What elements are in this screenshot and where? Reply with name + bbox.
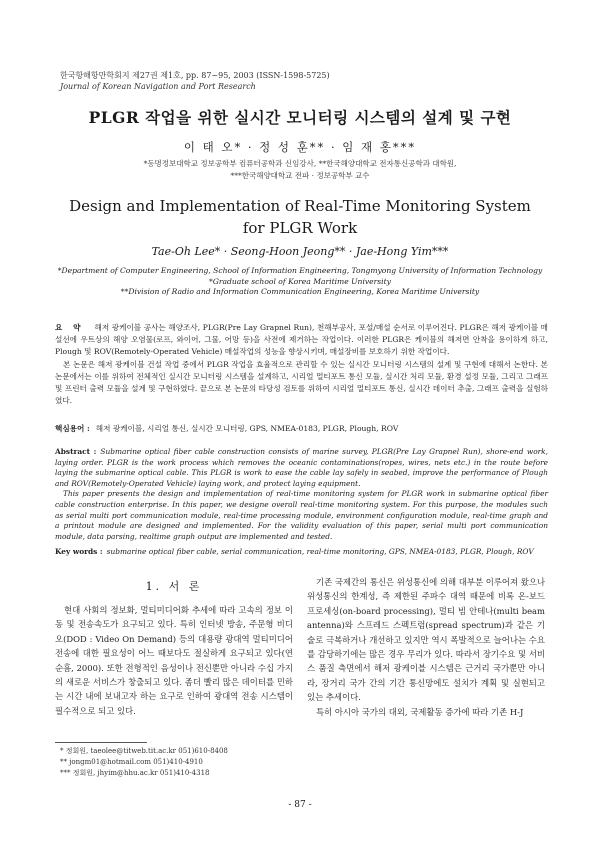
journal-reference: [60, 70, 330, 92]
section-heading: 1. 서 론: [145, 580, 203, 593]
english-title-line-1: Design and Implementation of Real-Time Monitoring System: [69, 197, 531, 215]
journal-ref-korean: 한국항해항만학회지 제27권 제1호, pp. 87~95, 2003 (ISSN-1598-5725): [60, 71, 330, 80]
english-title-line-2: for PLGR Work: [242, 219, 358, 237]
english-keywords-text: submarine optical fiber cable, serial communication, real-time monitoring, GPS, NMEA-0183, PLGR, Plough, ROV: [106, 547, 534, 556]
footnote-2: ** jongm01@hotmail.com 051)410-4910: [60, 758, 203, 766]
korean-abstract-para-1: 해저 광케이블 공사는 해양조사, PLGR(Pre Lay Grapnel Run), 천해부공사, 포설/매설 순서로 이루어진다. PLGR은 해저 광케이블 매설선에 우트상의 해양 오염물(로프, 와이어, 그물, 어망 등)을 사전에 제거하는 작업이다. 이러한 PLGR은 케이블의 해저면 안착을 용이하게 하고, Plough 및 ROV(Remotely-Operated Vehicle) 매설작업의 성능을 향상시키며, 매설장비를 보호하기 위한 작업이다.: [55, 323, 548, 357]
intro-right-paragraph-1: 기존 국제간의 통신은 위성통신에 의해 대부분 이루어져 왔으나 위성통신의 한계성, 즉 제한된 주파수 대역 때문에 비록 온-보드 프로세싱(on-board processing), 멀티 빔 안테나(multi beam antenna)와 스프레드 스펙트럼(spread spectrum)과 같은 기술로 극복하거나 개선하고 있지만 역시 폭발적으로 늘어나는 수요를 감당하기에는 많은 경우 무리가 있다. 따라서 장기수요 및 서비스 품질 측면에서 해저 광케이블 시스템은 근거리 국가뿐만 아니라, 장거리 국가 간의 기간 통신망에도 설치가 계획 및 실현되고 있는 추세이다.: [307, 577, 545, 703]
korean-abstract-label: 요 약: [55, 323, 85, 332]
footnote-divider: [55, 742, 147, 743]
english-abstract: [55, 447, 548, 542]
intro-right-paragraph-2: 특히 아시아 국가의 대외, 국제활동 증가에 따라 기존 H-J: [316, 706, 524, 717]
english-affiliations: [0, 266, 600, 298]
english-keywords-label: Key words :: [55, 547, 103, 556]
english-affiliation-1: *Department of Computer Engineering, School of Information Engineering, Tongmyong University of Information Technology: [57, 266, 543, 275]
english-affiliation-2: *Graduate school of Korea Maritime University: [209, 276, 391, 286]
body-right-column: [307, 575, 545, 719]
english-authors: Tae-Oh Lee* · Seong-Hoon Jeong** · Jae-Hong Yim***: [151, 245, 449, 258]
korean-abstract: [55, 322, 548, 407]
english-keywords: [55, 547, 548, 556]
korean-abstract-para-2: 본 논문은 해저 광케이블 건설 작업 중에서 PLGR 작업을 효율적으로 관리할 수 있는 실시간 모니터링 시스템의 설계 및 구현에 대해서 논한다. 본 논문에서는 이를 위하여 전체적인 실시간 모니터링 시스템을 설계하고, 시리얼 멀티포트 통신 모듈, 실시간 처리 모듈, 환경 설정 모듈, 그리고 그래프 및 프린터 출력 모듈을 설계 및 구현하였다. 끝으로 본 논문의 타당성 검토를 위하여 시리얼 멀티포트 통신, 실시간 데이터 추출, 그래프 출력을 실험하였다.: [55, 359, 548, 406]
korean-keywords: [55, 423, 548, 434]
intro-left-paragraph: 현대 사회의 정보화, 멀티미디어화 추세에 따라 고속의 정보 이동 및 전송속도가 요구되고 있다. 특히 인터넷 방송, 주문형 비디오(DOD : Video On Demand) 등의 대용량 광대역 멀티미디어 전송에 대한 필요성이 어느 때보다도 절실하게 요구되고 있다(연순흠, 2000). 또한 전형적인 음성이나 전신뿐만 아니라 수십 가지의 새로운 서비스가 창출되고 있다. 좀더 빨리 많은 데이터를 민하는 시간 내에 보내고자 하는 요구로 인하여 광대역 전송 시스템이 필수적으로 되고 있다.: [55, 605, 293, 716]
journal-ref-english: Journal of Korean Navigation and Port Research: [60, 82, 256, 91]
footnote-3: *** 정회원, jhyim@hhu.ac.kr 051)410-4318: [60, 769, 210, 777]
korean-affiliations: [0, 158, 600, 182]
korean-authors: 이 태 오* · 정 성 훈** · 임 재 홍***: [183, 140, 417, 154]
english-abstract-label: Abstract :: [55, 447, 97, 456]
english-abstract-para-1: Submarine optical fiber cable construction consists of marine survey, PLGR(Pre Lay Grapnel Run), shore-end work, laying order. PLGR is the work process which removes the oceanic contaminations(ropes, wires, nets etc.) in the route before laying the submarine optical cable. This PLGR is work to ease the cable lay safely in seabed, improve the performance of Plough and ROV(Remotely-Operated Vehicle) laying work, and protect laying equipment.: [55, 447, 548, 488]
korean-affiliation-1: *동명정보대학교 정보공학부 컴퓨터공학과 신임강사, **한국해양대학교 전자통신공학과 대학원,: [143, 159, 457, 168]
english-abstract-para-2: This paper presents the design and implementation of real-time monitoring system for PLGR work in submarine optical fiber cable construction enterprise. In this paper, we designe overall real-time monitoring system. For this purpose, the modules such as serial multi port communication module, real-time processing module, environment configuration module, real-time graph and a printout module are designed and implemented. For the validity evaluation of this paper, serial multi port communication module, data parsing, realtime graph output are implemented and tested.: [55, 489, 548, 541]
korean-keywords-label: 핵심용어 :: [55, 424, 90, 433]
korean-affiliation-2: ***한국해양대학교 전파 · 정보공학부 교수: [230, 171, 370, 180]
footnotes: [60, 746, 228, 779]
page-number: - 87 -: [288, 800, 312, 810]
korean-keywords-text: 해저 광케이블, 시리얼 통신, 실시간 모니터링, GPS, NMEA-0183, PLGR, Plough, ROV: [95, 424, 399, 433]
english-affiliation-3: **Division of Radio and Information Communication Engineering, Korea Maritime University: [120, 287, 480, 296]
footnote-1: * 정회원, taeolee@titweb.tit.ac.kr 051)610-8408: [60, 747, 228, 755]
korean-title: PLGR 작업을 위한 실시간 모니터링 시스템의 설계 및 구현: [88, 108, 512, 127]
english-title: [0, 195, 600, 239]
body-left-column: [55, 603, 293, 718]
